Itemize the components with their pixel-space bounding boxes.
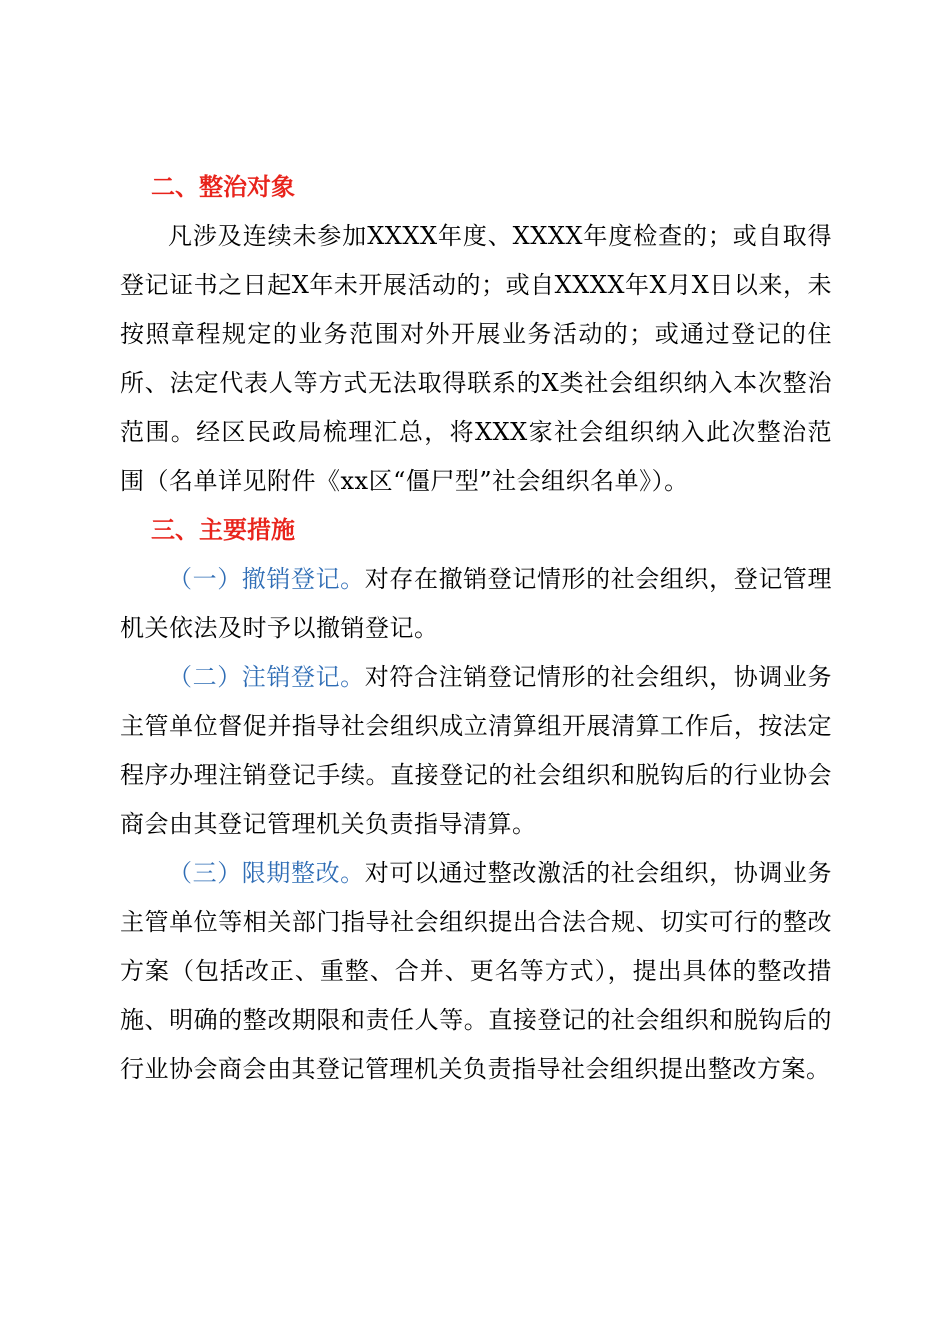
document-page xyxy=(120,163,832,1094)
measure-text-revoke: 对存在撤销登记情形的社会组织，登记管理机关依法及时予以撤销登记。 xyxy=(120,565,833,642)
section-heading-measures: 三、主要措施 xyxy=(151,516,295,544)
measure-lead-revoke: （一）撤销登记。 xyxy=(168,565,365,593)
section-paragraph-targets: 凡涉及连续未参加XXXX年度、XXXX年度检查的；或自取得登记证书之日起X年未开展活动的；或自XXXX年X月X日以来，未按照章程规定的业务范围对外开展业务活动的；或通过登记的住所、法定代表人等方式无法取得联系的X类社会组织纳入本次整治范围。经区民政局梳理汇总，将XXX家社会组织纳入此次整治范围（名单详见附件《xx区“僵尸型”社会组织名单》）。 xyxy=(120,222,832,495)
measure-lead-cancel: （二）注销登记。 xyxy=(168,663,365,691)
measure-paragraph-cancel xyxy=(120,653,832,849)
measure-paragraph-rectify xyxy=(120,849,832,1094)
measure-text-cancel: 对符合注销登记情形的社会组织，协调业务主管单位督促并指导社会组织成立清算组开展清算工作后，按法定程序办理注销登记手续。直接登记的社会组织和脱钩后的行业协会商会由其登记管理机关负责指导清算。 xyxy=(120,663,833,838)
measure-text-rectify: 对可以通过整改激活的社会组织，协调业务主管单位等相关部门指导社会组织提出合法合规、切实可行的整改方案（包括改正、重整、合并、更名等方式），提出具体的整改措施、明确的整改期限和责任人等。直接登记的社会组织和脱钩后的行业协会商会由其登记管理机关负责指导社会组织提出整改方案。 xyxy=(120,859,833,1083)
measure-paragraph-revoke xyxy=(120,555,832,653)
measure-lead-rectify: （三）限期整改。 xyxy=(168,859,365,887)
section-heading-targets: 二、整治对象 xyxy=(151,173,295,201)
